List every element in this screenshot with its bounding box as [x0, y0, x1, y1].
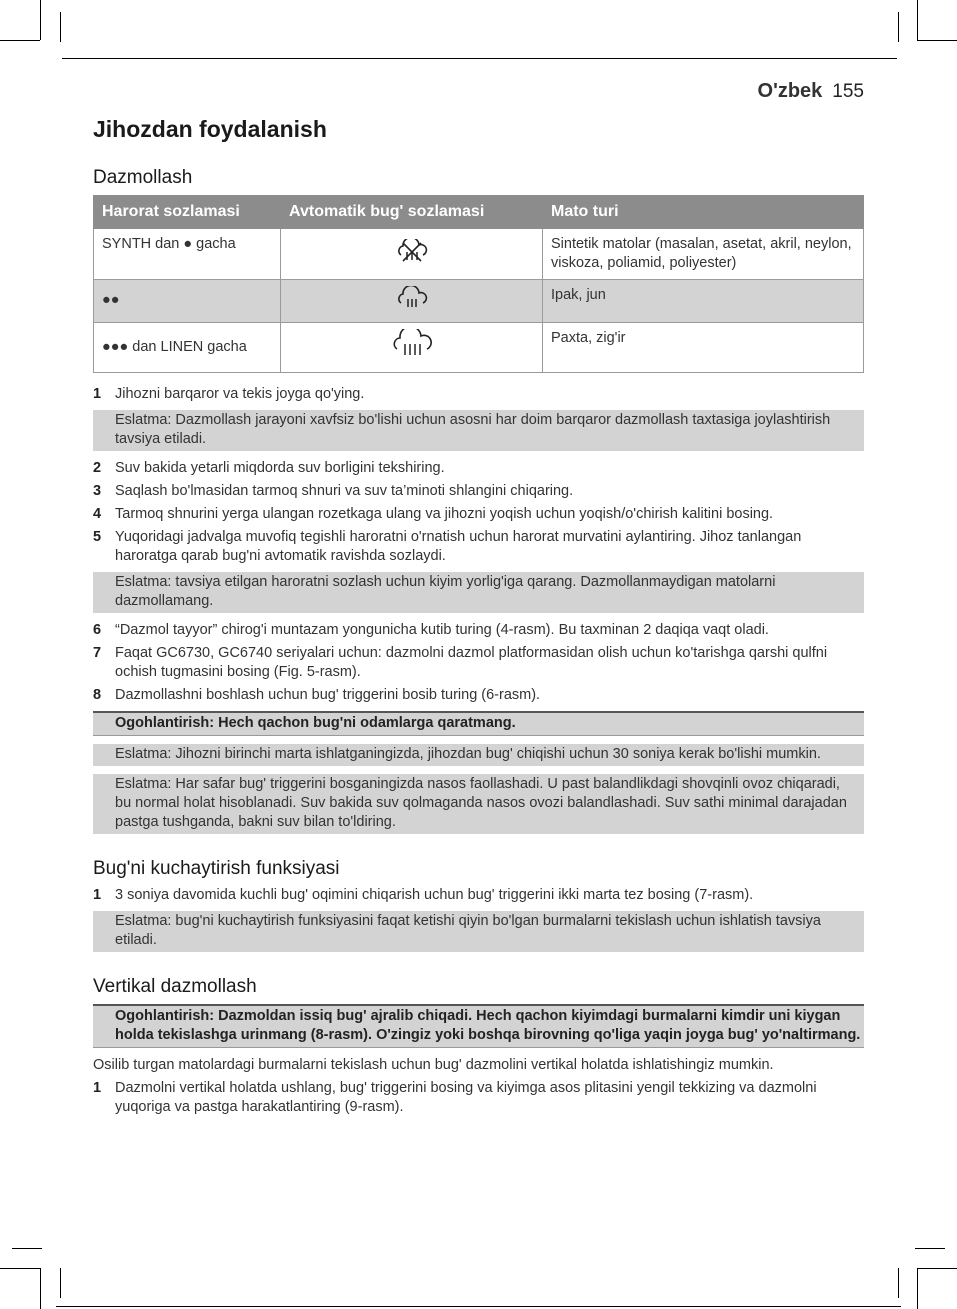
- step-number: 6: [93, 621, 102, 638]
- step-text: Tarmoq shnurini yerga ulangan rozetkaga ulang va jihozni yoqish uchun yoqish/o'chirish kalitini bosing.: [115, 505, 774, 522]
- list-item: [93, 385, 864, 404]
- step-number: 1: [93, 1079, 102, 1096]
- steam-setting-cell: [281, 322, 543, 372]
- crop-mark: [898, 1268, 899, 1298]
- list-item: [93, 505, 864, 524]
- steam-setting-cell: [281, 279, 543, 322]
- fabric-cell: Paxta, zig'ir: [543, 322, 864, 372]
- section-heading-vertical: Vertikal dazmollash: [93, 975, 257, 997]
- steam-setting-cell: [281, 229, 543, 280]
- page-title: Jihozdan foydalanish: [93, 116, 327, 142]
- list-item: [93, 621, 864, 640]
- note-box: Eslatma: bug'ni kuchaytirish funksiyasini faqat ketishi qiyin bo'lgan burmalarni tekislash uchun ishlatish tavsiya etiladi.: [93, 911, 864, 952]
- step-text: “Dazmol tayyor” chirog'i muntazam yongunicha kutib turing (4-rasm). Bu taxminan 2 daqiqa vaqt oladi.: [115, 621, 769, 638]
- section-heading-ironing: Dazmollash: [93, 167, 193, 188]
- list-item: [93, 1079, 864, 1117]
- list-item: [93, 482, 864, 501]
- warning-box: Ogohlantirish: Dazmoldan issiq bug' ajralib chiqadi. Hech qachon kiyimdagi burmalarni kimdir uni kiygan holda tekislashga urinmang (8-rasm). O'zingiz yoki boshqa birovning qo'liga yaqin joyga bug' yo'naltirmang.: [93, 1004, 864, 1048]
- crop-mark: [917, 40, 957, 41]
- list-item: [93, 528, 864, 566]
- crop-mark: [60, 1268, 61, 1298]
- note-box: Eslatma: Dazmollash jarayoni xavfsiz bo'lishi uchun asosni har doim barqaror dazmollash taxtasiga joylashtirish tavsiya etiladi.: [93, 410, 864, 451]
- no-steam-icon: [395, 239, 429, 263]
- boost-section: [93, 858, 864, 952]
- step-text: Dazmolni vertikal holatda ushlang, bug' triggerini bosing va kiyimga asos plitasini yengil tekkizing va dazmolni yuqoriga va pastga harakatlantiring (9-rasm).: [115, 1079, 817, 1115]
- warning-box: Ogohlantirish: Hech qachon bug'ni odamlarga qaratmang.: [93, 711, 864, 736]
- section-heading-boost: Bug'ni kuchaytirish funksiyasi: [93, 857, 340, 879]
- crop-mark: [917, 0, 918, 40]
- page-number: 155: [832, 81, 864, 102]
- note-box: Eslatma: Jihozni birinchi marta ishlatganingizda, jihozdan bug' chiqishi uchun 30 soniya kerak bo'lishi mumkin.: [93, 744, 864, 766]
- column-header: Avtomatik bug' sozlamasi: [281, 196, 543, 229]
- step-number: 3: [93, 482, 102, 499]
- column-header: Mato turi: [543, 196, 864, 229]
- table-row: [94, 229, 864, 280]
- page-content: [93, 116, 864, 1121]
- table-header-row: [94, 196, 864, 229]
- crop-mark: [915, 1248, 945, 1249]
- temperature-cell: SYNTH dan ● gacha: [94, 229, 281, 280]
- step-text: Suv bakida yetarli miqdorda suv borligini tekshiring.: [115, 459, 445, 476]
- crop-mark: [917, 1268, 918, 1309]
- list-item: [93, 686, 864, 705]
- step-number: 5: [93, 528, 102, 545]
- note-box: Eslatma: tavsiya etilgan haroratni sozlash uchun kiyim yorlig'iga qarang. Dazmollanmaydigan matolarni dazmollamang.: [93, 572, 864, 613]
- low-steam-icon: [395, 286, 429, 310]
- crop-mark: [62, 58, 897, 59]
- step-number: 1: [93, 886, 102, 903]
- language-label: O'zbek: [757, 80, 823, 102]
- crop-mark: [0, 1268, 40, 1269]
- crop-mark: [60, 12, 61, 42]
- crop-mark: [898, 12, 899, 42]
- list-item: [93, 886, 864, 905]
- fabric-cell: Sintetik matolar (masalan, asetat, akril, neylon, viskoza, poliamid, poliyester): [543, 229, 864, 280]
- step-number: 2: [93, 459, 102, 476]
- crop-mark: [12, 1248, 42, 1249]
- vertical-section: [93, 976, 864, 1117]
- table-row: [94, 279, 864, 322]
- table-row: [94, 322, 864, 372]
- step-number: 8: [93, 686, 102, 703]
- crop-mark: [40, 0, 41, 40]
- intro-paragraph: Osilib turgan matolardagi burmalarni tekislash uchun bug' dazmolini vertikal holatda ishlatishingiz mumkin.: [93, 1056, 774, 1073]
- step-text: Faqat GC6730, GC6740 seriyalari uchun: dazmolni dazmol platformasidan olish uchun ko'tarishga qarshi qulfni ochish tugmasini bosing (Fig. 5-rasm).: [115, 644, 828, 680]
- step-text: Dazmollashni boshlash uchun bug' triggerini bosib turing (6-rasm).: [115, 686, 541, 703]
- step-text: Jihozni barqaror va tekis joyga qo'ying.: [115, 385, 365, 402]
- list-item: [93, 644, 864, 682]
- step-text: Saqlash bo'lmasidan tarmoq shnuri va suv ta’minoti shlangini chiqaring.: [115, 482, 574, 499]
- page-header: [758, 80, 864, 103]
- crop-mark: [917, 1268, 957, 1269]
- temperature-cell: ●●: [94, 279, 281, 322]
- step-text: 3 soniya davomida kuchli bug' oqimini chiqarish uchun bug' triggerini ikki marta tez bosing (7-rasm).: [115, 886, 754, 903]
- crop-mark: [0, 40, 40, 41]
- step-text: Yuqoridagi jadvalga muvofiq tegishli haroratni o'rnatish uchun harorat murvatini aylantiring. Jihoz tanlangan haroratga qarab bug'ni avtomatik ravishda sozlaydi.: [115, 528, 802, 564]
- list-item: [93, 459, 864, 478]
- column-header: Harorat sozlamasi: [94, 196, 281, 229]
- note-box: Eslatma: Har safar bug' triggerini bosganingizda nasos faollashadi. U past balandlikdagi shovqinli ovoz chiqaradi, bu normal holat hisoblanadi. Suv bakida suv qolmaganda nasos ovozi balandlashadi. Suv sathi minimal darajadan pastga tushganda, bakni suv bilan to'ldiring.: [93, 774, 864, 834]
- crop-mark: [56, 1306, 901, 1307]
- step-number: 1: [93, 385, 102, 402]
- step-number: 7: [93, 644, 102, 661]
- high-steam-icon: [391, 329, 433, 359]
- temperature-cell: ●●● dan LINEN gacha: [94, 322, 281, 372]
- settings-table: [93, 195, 864, 373]
- step-number: 4: [93, 505, 102, 522]
- fabric-cell: Ipak, jun: [543, 279, 864, 322]
- crop-mark: [40, 1268, 41, 1309]
